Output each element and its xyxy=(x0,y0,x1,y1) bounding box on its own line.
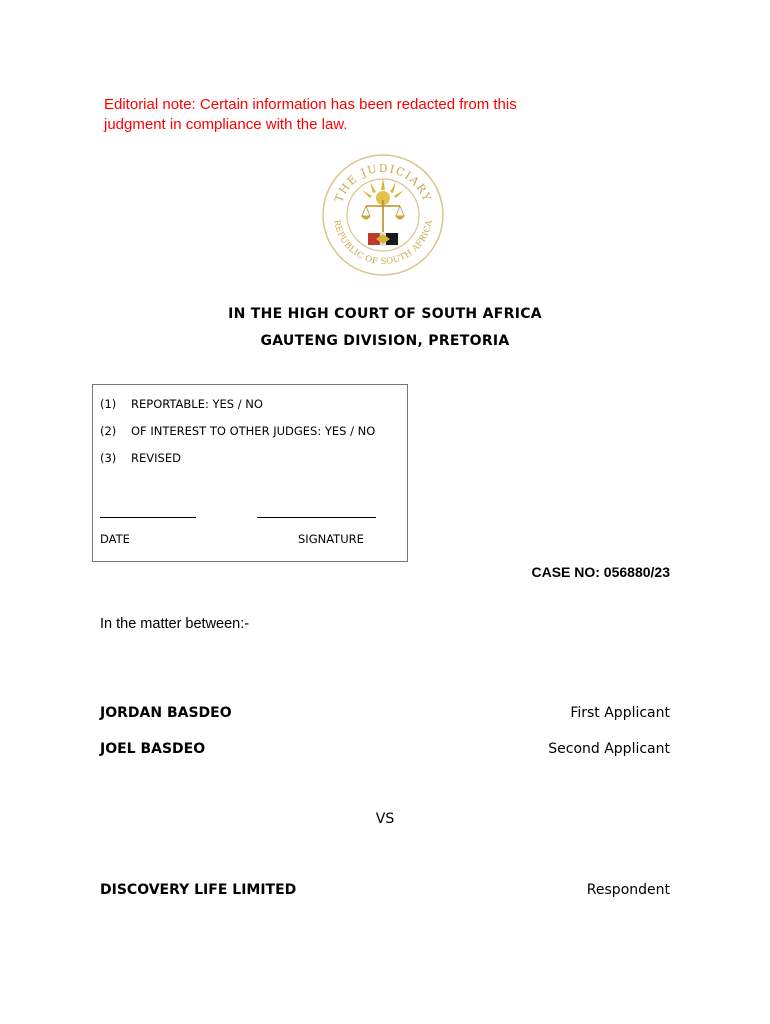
second-applicant-role: Second Applicant xyxy=(548,741,670,757)
court-division-heading: GAUTENG DIVISION, PRETORIA xyxy=(260,333,510,349)
second-applicant-name: JOEL BASDEO xyxy=(100,741,206,757)
seal-bottom-text: REPUBLIC OF SOUTH AFRICA xyxy=(331,219,435,268)
editorial-note-line-2: judgment in compliance with the law. xyxy=(104,116,348,133)
item-text: REVISED xyxy=(131,451,181,465)
revised-item xyxy=(100,451,181,465)
respondent-role: Respondent xyxy=(586,882,670,898)
first-applicant-name: JORDAN BASDEO xyxy=(100,705,232,721)
item-number: (2) xyxy=(100,424,117,438)
first-applicant-role: First Applicant xyxy=(570,705,670,721)
interest-to-judges-item xyxy=(100,424,375,438)
shield-icon xyxy=(368,233,398,245)
signature-line xyxy=(257,517,376,518)
signature-label: SIGNATURE xyxy=(298,532,364,546)
scales-of-justice-icon xyxy=(362,200,404,232)
item-text: REPORTABLE: YES / NO xyxy=(131,397,263,411)
case-number: CASE NO: 056880/23 xyxy=(531,564,670,580)
editorial-note-line-1: Editorial note: Certain information has been redacted from this xyxy=(104,96,517,113)
judiciary-seal xyxy=(318,150,448,280)
date-line xyxy=(100,517,196,518)
seal-top-text: THE JUDICIARY xyxy=(332,161,434,205)
reportable-box xyxy=(92,384,408,562)
item-text: OF INTEREST TO OTHER JUDGES: YES / NO xyxy=(131,424,376,438)
editorial-note xyxy=(104,95,564,135)
date-label: DATE xyxy=(100,532,130,546)
court-name-heading: IN THE HIGH COURT OF SOUTH AFRICA xyxy=(228,306,542,322)
respondent-name: DISCOVERY LIFE LIMITED xyxy=(100,882,297,898)
item-number: (3) xyxy=(100,451,117,465)
judiciary-seal-graphic xyxy=(318,150,448,280)
versus-text: VS xyxy=(375,811,395,827)
reportable-item xyxy=(100,397,263,411)
matter-between-text: In the matter between:- xyxy=(100,616,250,632)
item-number: (1) xyxy=(100,397,117,411)
